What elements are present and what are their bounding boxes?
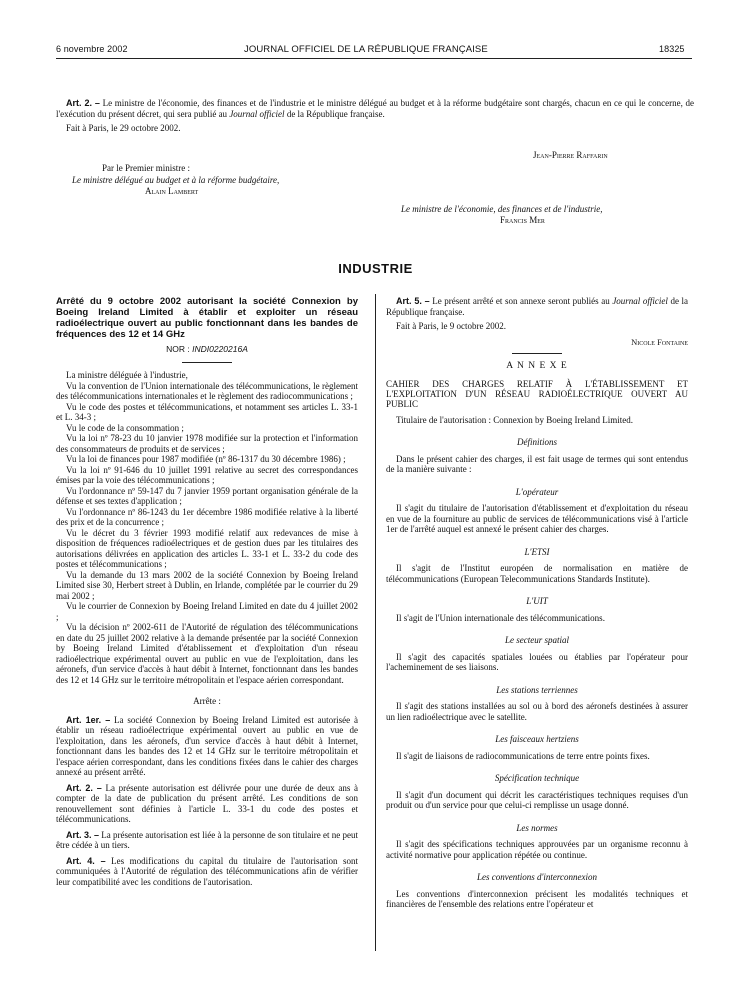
visa-p9: Vu l'ordonnance nº 86-1243 du 1er décembre 1986 modifiée relative à la liberté des prix et de la concurrence ; — [56, 506, 358, 527]
visa-p10: Vu le décret du 3 février 1993 modifié relatif aux redevances de mise à disposition de fréquences radioélectriques et de gestion dues par les titulaires des autorisations délivrées en application des articles L. 33-1 et L. 33-2 du code des postes et télécommunications ; — [56, 527, 358, 569]
art2-end: de la République française. — [286, 108, 385, 119]
signatory-raffarin: Jean-Pierre Raffarin — [533, 150, 608, 160]
nor-value: INDI0220216A — [192, 344, 248, 354]
a3-label: Art. 3. – — [66, 829, 100, 840]
def-etsi: Il s'agit de l'Institut européen de normalisation en matière de télécommunications (European Telecommunications Standards Institute). — [386, 563, 688, 584]
art2-text: Le ministre de l'économie, des finances et de l'industrie et le ministre délégué au budget et à la réforme budgétaire sont chargés, chacun en ce qui le concerne, de l'exécution du présent décret, qui sera publié au — [56, 98, 695, 119]
visa-p4: Vu le code de la consommation ; — [66, 422, 184, 433]
heading-stations-terriennes: Les stations terriennes — [496, 684, 578, 695]
min-budget: Le ministre délégué au budget et à la réforme budgétaire, — [72, 175, 280, 185]
left-column — [56, 296, 358, 887]
visa-p5: Vu la loi nº 78-23 du 10 janvier 1978 modifiée sur la protection et l'information des consommateurs de produits et de services ; — [56, 433, 358, 454]
top-fait: Fait à Paris, le 29 octobre 2002. — [66, 123, 181, 133]
page-date: 6 novembre 2002 — [56, 44, 128, 54]
def-secteur-spatial: Il s'agit des capacités spatiales louées ou établies par l'opérateur pour l'acheminement de ses liaisons. — [386, 651, 688, 672]
a4-label: Art. 4. – — [66, 855, 106, 866]
min-eco: Le ministre de l'économie, des finances et de l'industrie, — [401, 204, 603, 214]
visa-p1: La ministre déléguée à l'industrie, — [66, 370, 188, 380]
art2-jo: Journal officiel — [229, 108, 285, 119]
a5-text: Le présent arrêté et son annexe seront publiés au — [432, 296, 610, 306]
a2-label: Art. 2. – — [66, 782, 102, 793]
heading-etsi: L'ETSI — [524, 546, 550, 557]
journal-title: JOURNAL OFFICIEL DE LA RÉPUBLIQUE FRANÇAISE — [244, 44, 488, 55]
def-stations-terriennes: Il s'agit des stations installées au sol ou à bord des aéronefs destinées à assurer un lien radioélectrique avec le satellite. — [386, 701, 688, 722]
heading-secteur-spatial: Le secteur spatial — [505, 635, 569, 645]
visa-p13: Vu la décision nº 2002-611 de l'Autorité de régulation des télécommunications en date du 25 juillet 2002 relative à la demande présentée par la société Connexion by Boeing Ireland Limited d'établissement et d'exploitation d'un réseau radioélectrique expérimental ouvert au public en vue de l'exploitation, dans les aéronefs, d'un service d'accès à haut débit à Internet, fonctionnant dans les bandes des 12 et 14 GHz sur le territoire métropolitain et l'espace aérien correspondant. — [56, 622, 358, 685]
page-number: 18325 — [659, 44, 685, 54]
header-rule — [56, 58, 692, 59]
annexe-rule — [512, 353, 562, 354]
visa-p11: Vu la demande du 13 mars 2002 de la société Connexion by Boeing Ireland Limited sise 30, Herbert street à Dublin, en Irlande, complétée par le courrier du 29 mai 2002 ; — [56, 569, 358, 601]
top-article-2 — [56, 98, 694, 134]
heading-operateur: L'opérateur — [515, 486, 559, 497]
art2-label: Art. 2. – — [66, 98, 100, 108]
visa-p8: Vu l'ordonnance nº 59-147 du 7 janvier 1959 portant organisation générale de la défense et ses textes d'application ; — [56, 485, 358, 506]
visa-p3: Vu le code des postes et télécommunications, et notamment ses articles L. 33-1 et L. 34-3 ; — [56, 401, 358, 422]
heading-conventions: Les conventions d'interconnexion — [476, 872, 598, 882]
visa-p2: Vu la convention de l'Union internationale des télécommunications, le règlement des télécommunications internationales et le règlement des radiocommunications ; — [56, 380, 358, 401]
def-operateur: Il s'agit du titulaire de l'autorisation d'établissement et d'exploitation du réseau en vue de la fourniture au public de services de télécommunications visé à l'article 1er de l'arrêté auquel est annexé le présent cahier des charges. — [386, 503, 688, 534]
signatory-mer: Francis Mer — [500, 215, 545, 225]
a1-label: Art. 1er. – — [66, 714, 111, 725]
a4-text: Les modifications du capital du titulaire de l'autorisation sont communiquées à l'Autorité de régulation des télécommunications afin de vérifier leur compatibilité avec les conditions de l'autorisation. — [56, 855, 359, 887]
section-title: INDUSTRIE — [338, 261, 413, 276]
a5-end: de la République française. — [386, 296, 689, 317]
visa-p6: Vu la loi de finances pour 1987 modifiée (nº 86-1317 du 30 décembre 1986) ; — [66, 454, 346, 464]
a3-text: La présente autorisation est liée à la personne de son titulaire et ne peut être cédée à un tiers. — [56, 829, 359, 850]
signatory-lambert: Alain Lambert — [145, 186, 199, 196]
nor-label: NOR : — [166, 344, 190, 354]
visa-p12: Vu le courrier de Connexion by Boeing Ireland Limited en date du 4 juillet 2002 ; — [56, 601, 358, 622]
heading-normes: Les normes — [516, 822, 558, 833]
def-uit: Il s'agit de l'Union internationale des télécommunications. — [396, 612, 605, 623]
titulaire: Titulaire de l'autorisation : Connexion by Boeing Ireland Limited. — [396, 414, 634, 425]
title-rule — [182, 362, 232, 363]
cahier-title: CAHIER DES CHARGES RELATIF À L'ÉTABLISSEMENT ET L'EXPLOITATION D'UN RÉSEAU RADIOÉLECTRIQUE OUVERT AU PUBLIC — [386, 378, 688, 409]
signatory-fontaine: Nicole Fontaine — [631, 336, 688, 347]
def-faisceaux-hertziens: Il s'agit de liaisons de radiocommunications de terre entre points fixes. — [396, 750, 650, 761]
a5-label: Art. 5. – — [396, 296, 430, 306]
def-specification-technique: Il s'agit d'un document qui décrit les caractéristiques techniques requises d'un produit ou d'un service pour que celui-ci remplisse un usage donné. — [386, 789, 688, 810]
right-fait: Fait à Paris, le 9 octobre 2002. — [396, 321, 506, 331]
a5-jo: Journal officiel — [612, 296, 668, 306]
def-conventions: Les conventions d'interconnexion précisent les modalités techniques et financières de l'ensemble des relations entre l'opérateur et — [386, 888, 688, 909]
heading-uit: L'UIT — [526, 596, 548, 606]
def-normes: Il s'agit des spécifications techniques approuvées par un organisme reconnu à activité normative pour application répétée ou continue. — [386, 839, 688, 860]
def-intro: Dans le présent cahier des charges, il est fait usage de termes qui sont entendus de la manière suivante : — [386, 453, 688, 474]
heading-faisceaux-hertziens: Les faisceaux hertziens — [495, 734, 579, 744]
right-column — [386, 296, 688, 910]
column-divider — [375, 294, 376, 951]
heading-definitions: Définitions — [517, 437, 557, 447]
visa-p7: Vu la loi nº 91-646 du 10 juillet 1991 relative au secret des correspondances émises par la voie des télécommunications ; — [56, 464, 358, 485]
a2-text: La présente autorisation est délivrée pour une durée de deux ans à compter de la date de publication du présent arrêté. Les conditions de son renouvellement sont définies à l'article L. 33-1 du code des postes et télécommunications. — [56, 782, 359, 824]
par-le-premier-ministre: Par le Premier ministre : — [102, 163, 190, 173]
annexe-title: A N N E X E — [506, 361, 568, 371]
arrete-title: Arrêté du 9 octobre 2002 autorisant la société Connexion by Boeing Ireland Limited à établir et exploiter un réseau radioélectrique ouvert au public fonctionnant dans les bandes de fréquences des 12 et 14 GHz — [56, 296, 358, 340]
a1-text: La société Connexion by Boeing Ireland Limited est autorisée à établir un réseau radioélectrique expérimental ouvert au public en vue de l'exploitation, dans les aéronefs, d'un service d'accès à haut débit à Internet, fonctionnant dans les bandes des 12 et 14 GHz sur le territoire métropolitain et l'espace aérien correspondant, dans les conditions fixées dans le cahier des charges annexé au présent arrêté. — [56, 714, 359, 777]
arrete-label: Arrête : — [193, 696, 221, 706]
heading-specification-technique: Spécification technique — [494, 773, 580, 783]
